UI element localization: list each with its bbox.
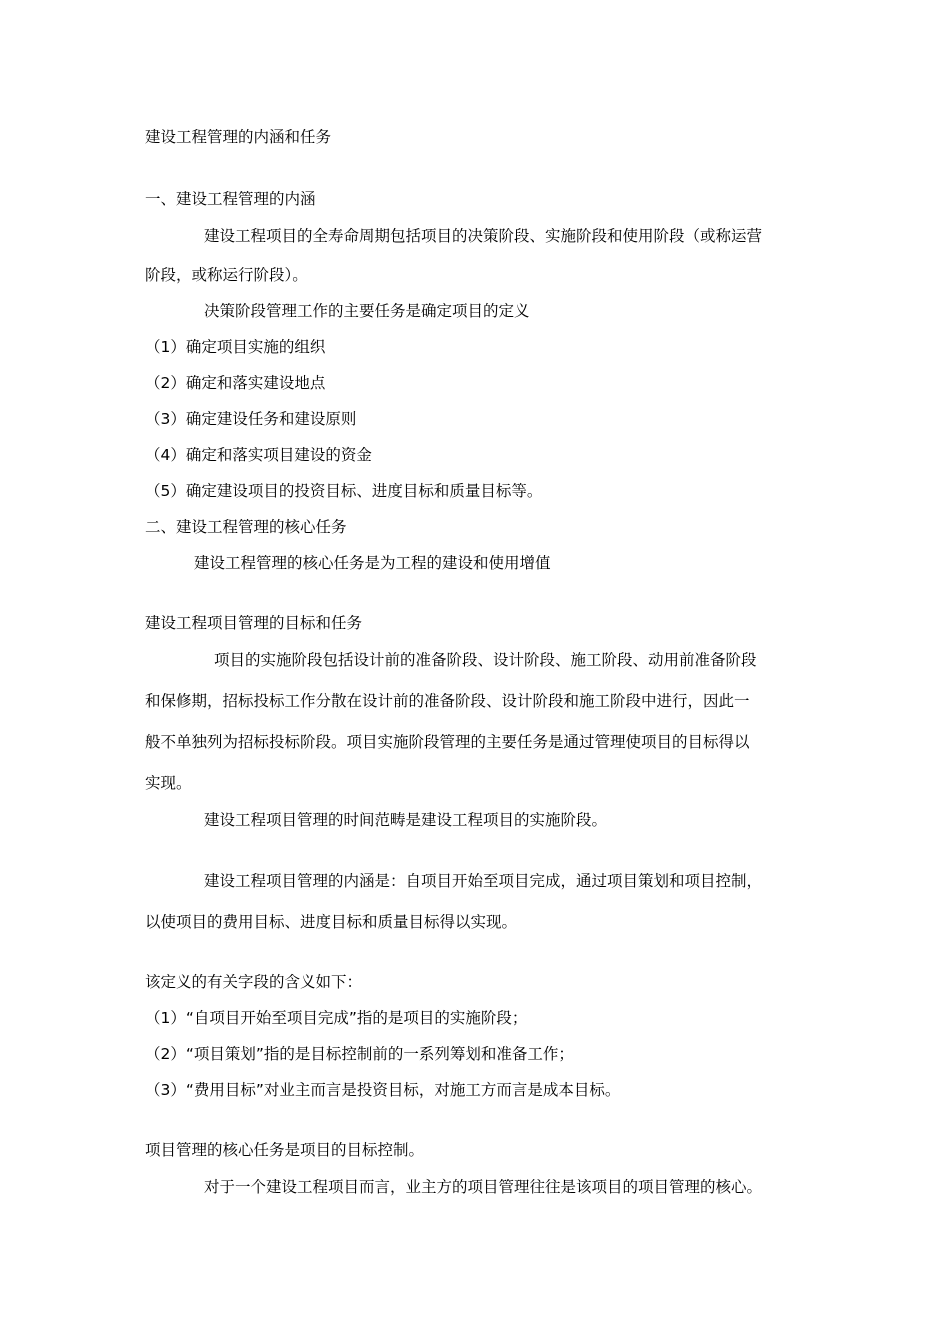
heading-core-task: 二、建设工程管理的核心任务 bbox=[145, 518, 347, 536]
paragraph-connotation-line-1: 建设工程项目管理的内涵是：自项目开始至项目完成，通过项目策划和项目控制， bbox=[204, 872, 763, 890]
paragraph-decision-stage: 决策阶段管理工作的主要任务是确定项目的定义 bbox=[204, 302, 530, 320]
paragraph-implementation-line-4: 实现。 bbox=[145, 774, 192, 792]
paragraph-time-scope: 建设工程项目管理的时间范畴是建设工程项目的实施阶段。 bbox=[204, 811, 608, 829]
paragraph-owner-management: 对于一个建设工程项目而言，业主方的项目管理往往是该项目的项目管理的核心。 bbox=[204, 1178, 763, 1196]
section-title: 建设工程管理的内涵和任务 bbox=[145, 128, 332, 146]
heading-connotation: 一、建设工程管理的内涵 bbox=[145, 190, 316, 208]
paragraph-core-task: 建设工程管理的核心任务是为工程的建设和使用增值 bbox=[194, 554, 551, 572]
paragraph-implementation-line-3: 般不单独列为招标投标阶段。项目实施阶段管理的主要任务是通过管理使项目的目标得以 bbox=[145, 733, 750, 751]
list-item: （4）确定和落实项目建设的资金 bbox=[145, 446, 372, 464]
paragraph-implementation-line-2: 和保修期，招标投标工作分散在设计前的准备阶段、设计阶段和施工阶段中进行，因此一 bbox=[145, 692, 750, 710]
list-item: （3）“费用目标”对业主而言是投资目标，对施工方而言是成本目标。 bbox=[145, 1081, 621, 1099]
paragraph-lifecycle-line-1: 建设工程项目的全寿命周期包括项目的决策阶段、实施阶段和使用阶段（或称运营 bbox=[204, 227, 763, 245]
list-item: （2）“项目策划”指的是目标控制前的一系列筹划和准备工作； bbox=[145, 1045, 574, 1063]
list-item: （1）确定项目实施的组织 bbox=[145, 338, 326, 356]
definition-intro: 该定义的有关字段的含义如下： bbox=[145, 973, 363, 991]
list-item: （1）“自项目开始至项目完成”指的是项目的实施阶段； bbox=[145, 1009, 528, 1027]
paragraph-connotation-line-2: 以使项目的费用目标、进度目标和质量目标得以实现。 bbox=[145, 913, 518, 931]
list-item: （2）确定和落实建设地点 bbox=[145, 374, 326, 392]
list-item: （5）确定建设项目的投资目标、进度目标和质量目标等。 bbox=[145, 482, 543, 500]
paragraph-lifecycle-line-2: 阶段，或称运行阶段）。 bbox=[145, 266, 308, 284]
paragraph-implementation-line-1: 项目的实施阶段包括设计前的准备阶段、设计阶段、施工阶段、动用前准备阶段 bbox=[214, 651, 757, 669]
section-title: 建设工程项目管理的目标和任务 bbox=[145, 614, 363, 632]
paragraph-core-control: 项目管理的核心任务是项目的目标控制。 bbox=[145, 1141, 425, 1159]
list-item: （3）确定建设任务和建设原则 bbox=[145, 410, 357, 428]
